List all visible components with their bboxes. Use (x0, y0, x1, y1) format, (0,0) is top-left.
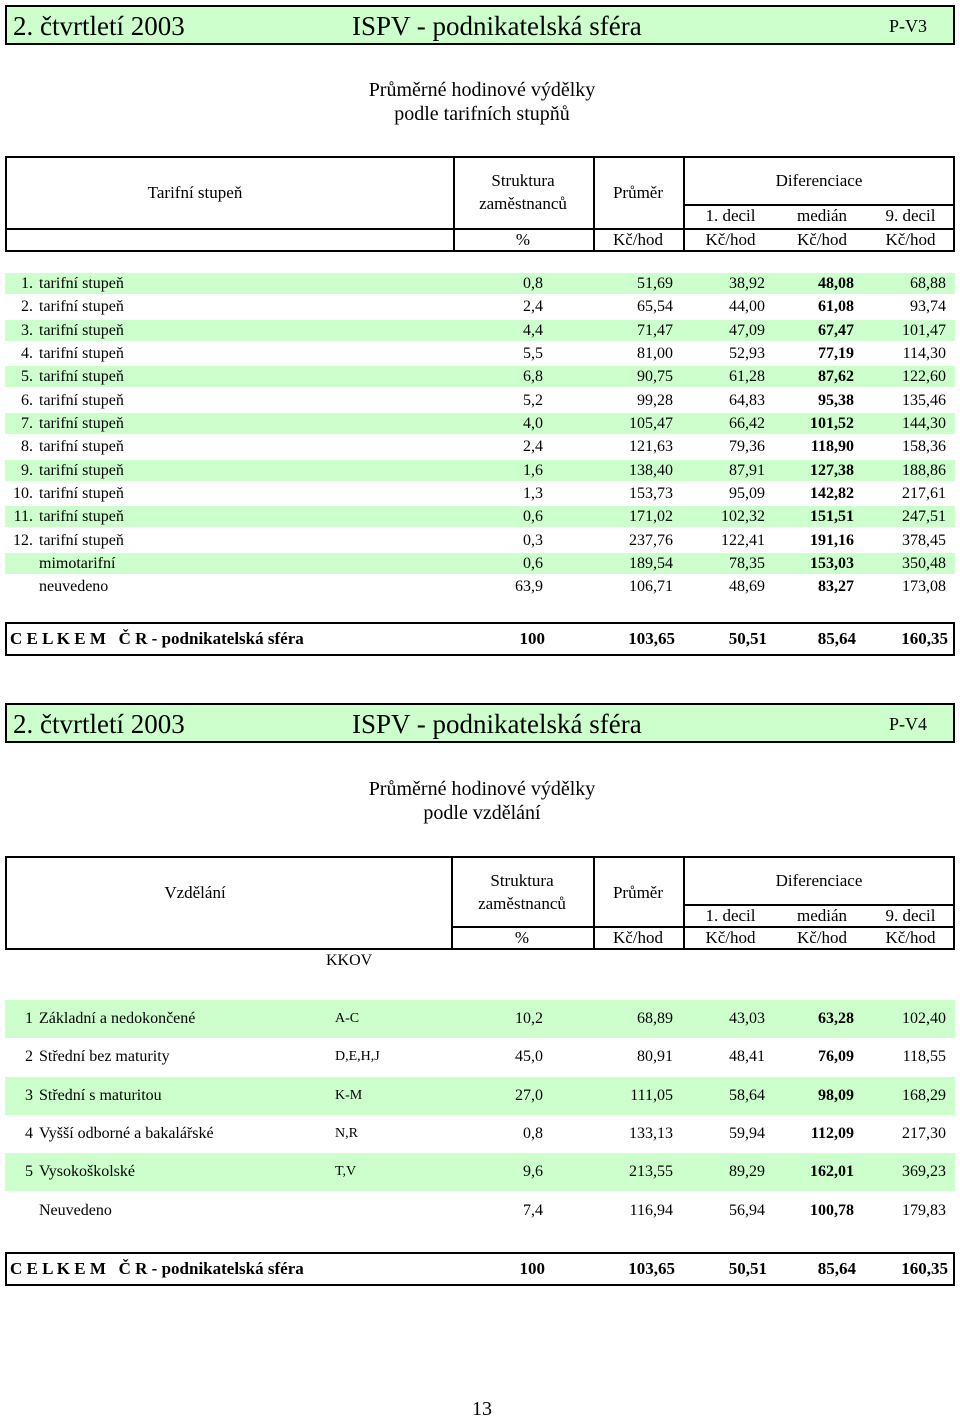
section1-header-bar (5, 5, 955, 45)
row-number: 10. (13, 485, 33, 502)
row-decile1: 48,41 (729, 1048, 765, 1065)
row-decile9: 135,46 (902, 392, 946, 409)
row-average: 116,94 (629, 1202, 673, 1219)
row-median: 153,03 (810, 555, 854, 572)
section1-col-label: Tarifní stupeň (147, 183, 243, 202)
row-average: 171,02 (629, 508, 673, 525)
row-kkov: T,V (335, 1164, 357, 1179)
section2-title-line2: podle vzdělání (423, 802, 541, 824)
row-label: Vysokoškolské (39, 1163, 136, 1180)
row-decile9: 68,88 (910, 275, 946, 292)
row-decile9: 217,61 (902, 485, 946, 502)
row-average: 138,40 (629, 462, 673, 479)
row-decile1: 61,28 (729, 368, 765, 385)
row-average: 111,05 (630, 1087, 673, 1104)
row-median: 101,52 (810, 415, 854, 432)
section1-code: P-V3 (888, 16, 927, 36)
row-decile9: 378,45 (902, 532, 946, 549)
row-number: 9. (21, 462, 33, 479)
row-average: 51,69 (637, 275, 673, 292)
row-decile9: 122,60 (902, 368, 946, 385)
row-pct: 0,6 (523, 555, 543, 572)
row-decile9: 114,30 (902, 345, 946, 362)
row-decile1: 102,32 (721, 508, 765, 525)
table-row (5, 1077, 955, 1115)
table-row (5, 413, 955, 434)
row-pct: 4,4 (523, 322, 543, 339)
row-median: 98,09 (818, 1087, 854, 1104)
row-label: tarifní stupeň (39, 508, 124, 525)
table-row (5, 1192, 955, 1230)
section1-total-avg: 103,65 (628, 629, 675, 648)
row-median: 87,62 (818, 368, 854, 385)
row-pct: 0,8 (523, 1125, 543, 1142)
row-average: 90,75 (637, 368, 673, 385)
row-number: 8. (21, 438, 33, 455)
row-number: 4 (25, 1125, 33, 1142)
row-median: 48,08 (818, 275, 854, 292)
section2-quarter: 2. čtvrtletí 2003 (13, 709, 185, 739)
row-decile1: 44,00 (729, 298, 765, 315)
row-average: 121,63 (629, 438, 673, 455)
row-label: tarifní stupeň (39, 298, 124, 315)
row-decile1: 64,83 (729, 392, 765, 409)
row-pct: 27,0 (515, 1087, 543, 1104)
row-number: 3. (21, 322, 33, 339)
row-average: 106,71 (629, 578, 673, 595)
section2-unit-d9: Kč/hod (885, 928, 936, 947)
row-number: 1 (25, 1010, 33, 1027)
row-number: 11. (13, 508, 33, 525)
section1-differentiation-header: Diferenciace (775, 171, 863, 190)
row-decile1: 95,09 (729, 485, 765, 502)
row-label: tarifní stupeň (39, 462, 124, 479)
row-label: tarifní stupeň (39, 275, 124, 292)
row-decile1: 78,35 (729, 555, 765, 572)
section1-median-header: medián (796, 206, 848, 225)
table-row (5, 460, 955, 481)
section1-total-d9: 160,35 (901, 629, 948, 648)
section1-unit-avg: Kč/hod (612, 230, 664, 249)
row-average: 71,47 (637, 322, 673, 339)
section1-table-header (5, 156, 955, 252)
row-label: neuvedeno (39, 578, 109, 595)
table-row (5, 576, 955, 597)
section1-unit-d9: Kč/hod (885, 230, 936, 249)
row-pct: 63,9 (515, 578, 543, 595)
row-pct: 1,3 (523, 485, 543, 502)
row-decile9: 369,23 (902, 1163, 946, 1180)
row-median: 61,08 (818, 298, 854, 315)
row-decile1: 38,92 (729, 275, 765, 292)
section2-total-label: C E L K E M Č R - podnikatelská sféra (10, 1259, 304, 1278)
table-row (5, 483, 955, 504)
section1-decile1-header: 1. decil (705, 206, 756, 225)
row-decile1: 58,64 (729, 1087, 765, 1104)
row-average: 189,54 (629, 555, 673, 572)
section2-structure-line2: zaměstnanců (478, 894, 566, 913)
section1-title-line2: podle tarifních stupňů (394, 103, 570, 125)
row-pct: 1,6 (523, 462, 543, 479)
row-decile1: 52,93 (729, 345, 765, 362)
row-decile1: 48,69 (729, 578, 765, 595)
row-label: tarifní stupeň (39, 532, 124, 549)
row-decile1: 59,94 (729, 1125, 765, 1142)
row-label: tarifní stupeň (39, 485, 124, 502)
row-pct: 10,2 (515, 1010, 543, 1027)
row-median: 63,28 (818, 1010, 854, 1027)
row-kkov: N,R (335, 1126, 358, 1141)
section2-total-row (5, 1252, 955, 1286)
row-number: 5 (25, 1163, 33, 1180)
section2-kkov-header: KKOV (326, 952, 373, 969)
page-number: 13 (472, 1398, 492, 1420)
table-row (5, 1115, 955, 1153)
row-average: 65,54 (637, 298, 673, 315)
section1-total-d1: 50,51 (728, 629, 767, 648)
table-row (5, 1153, 955, 1191)
row-decile9: 173,08 (902, 578, 946, 595)
row-decile1: 122,41 (721, 532, 765, 549)
section1-survey-title: ISPV - podnikatelská sféra (352, 11, 642, 41)
row-decile9: 188,86 (902, 462, 946, 479)
row-pct: 6,8 (523, 368, 543, 385)
section1-decile9-header: 9. decil (885, 206, 936, 225)
row-label: tarifní stupeň (39, 322, 124, 339)
section2-decile1-header: 1. decil (705, 906, 756, 925)
row-median: 67,47 (818, 322, 854, 339)
section1-structure-line2: zaměstnanců (479, 194, 567, 213)
section2-unit-avg: Kč/hod (612, 928, 664, 947)
row-label: tarifní stupeň (39, 438, 124, 455)
section1-structure-line1: Struktura (491, 171, 555, 190)
row-median: 191,16 (810, 532, 854, 549)
row-number: 5. (21, 368, 33, 385)
row-number: 2. (21, 298, 33, 315)
row-pct: 4,0 (523, 415, 543, 432)
section2-total-d9: 160,35 (901, 1259, 948, 1278)
row-median: 83,27 (818, 578, 854, 595)
row-median: 151,51 (810, 508, 854, 525)
row-decile9: 118,55 (902, 1048, 946, 1065)
row-average: 81,00 (637, 345, 673, 362)
row-decile1: 56,94 (729, 1202, 765, 1219)
row-pct: 5,5 (523, 345, 543, 362)
table-row (5, 436, 955, 457)
section2-differentiation-header: Diferenciace (775, 871, 863, 890)
section2-unit-med: Kč/hod (796, 928, 848, 947)
row-average: 105,47 (629, 415, 673, 432)
section1-total-pct: 100 (519, 629, 545, 648)
row-pct: 2,4 (523, 298, 543, 315)
row-label: Střední s maturitou (39, 1087, 162, 1104)
section2-unit-d1: Kč/hod (705, 928, 756, 947)
row-median: 112,09 (810, 1125, 854, 1142)
row-pct: 0,6 (523, 508, 543, 525)
table-row (5, 530, 955, 551)
section1-unit-med: Kč/hod (796, 230, 848, 249)
row-pct: 45,0 (515, 1048, 543, 1065)
row-pct: 2,4 (523, 438, 543, 455)
row-decile1: 66,42 (729, 415, 765, 432)
section2-total-med: 85,64 (817, 1259, 856, 1278)
row-pct: 0,8 (523, 275, 543, 292)
row-average: 99,28 (637, 392, 673, 409)
section2-table-header (5, 856, 955, 950)
row-median: 76,09 (818, 1048, 854, 1065)
table-row (5, 1038, 955, 1076)
section1-quarter: 2. čtvrtletí 2003 (13, 11, 185, 41)
row-kkov: A-C (335, 1011, 360, 1026)
section1-total-med: 85,64 (817, 629, 856, 648)
row-number: 12. (13, 532, 33, 549)
row-decile1: 89,29 (729, 1163, 765, 1180)
section1-total-row (5, 622, 955, 656)
section2-header-bar (5, 703, 955, 743)
row-label: tarifní stupeň (39, 415, 124, 432)
table-row (5, 390, 955, 411)
row-pct: 5,2 (523, 392, 543, 409)
row-pct: 9,6 (523, 1163, 543, 1180)
row-decile1: 79,36 (729, 438, 765, 455)
row-label: tarifní stupeň (39, 345, 124, 362)
row-pct: 0,3 (523, 532, 543, 549)
row-decile9: 158,36 (902, 438, 946, 455)
table-row (5, 296, 955, 317)
row-number: 2 (25, 1048, 33, 1065)
row-decile9: 168,29 (902, 1087, 946, 1104)
row-label: Neuvedeno (39, 1202, 112, 1219)
row-label: Vyšší odborné a bakalářské (39, 1125, 214, 1142)
row-decile9: 217,30 (902, 1125, 946, 1142)
row-number: 6. (21, 392, 33, 409)
section2-title-line1: Průměrné hodinové výdělky (368, 778, 596, 800)
row-decile1: 43,03 (729, 1010, 765, 1027)
section2-total-avg: 103,65 (628, 1259, 675, 1278)
section2-structure-line1: Struktura (490, 871, 554, 890)
row-decile9: 350,48 (902, 555, 946, 572)
row-median: 100,78 (810, 1202, 854, 1219)
row-label: tarifní stupeň (39, 368, 124, 385)
row-label: Střední bez maturity (39, 1048, 170, 1065)
row-kkov: K-M (335, 1088, 363, 1103)
row-decile9: 102,40 (902, 1010, 946, 1027)
row-median: 162,01 (810, 1163, 854, 1180)
row-average: 80,91 (637, 1048, 673, 1065)
section2-decile9-header: 9. decil (885, 906, 936, 925)
table-row (5, 320, 955, 341)
row-label: Základní a nedokončené (39, 1010, 196, 1027)
row-median: 118,90 (810, 438, 854, 455)
section1-unit-pct: % (515, 230, 531, 249)
row-average: 237,76 (629, 532, 673, 549)
table-row (5, 273, 955, 294)
section2-code: P-V4 (888, 714, 927, 734)
row-average: 153,73 (629, 485, 673, 502)
row-average: 133,13 (629, 1125, 673, 1142)
table-row (5, 1000, 955, 1038)
row-number: 3 (25, 1087, 33, 1104)
row-median: 95,38 (818, 392, 854, 409)
row-median: 77,19 (818, 345, 854, 362)
section2-median-header: medián (796, 906, 848, 925)
row-kkov: D,E,H,J (335, 1049, 380, 1064)
section1-total-label: C E L K E M Č R - podnikatelská sféra (10, 629, 304, 648)
section2-total-pct: 100 (519, 1259, 545, 1278)
row-average: 213,55 (629, 1163, 673, 1180)
row-average: 68,89 (637, 1010, 673, 1027)
row-decile9: 179,83 (902, 1202, 946, 1219)
row-number: 7. (21, 415, 33, 432)
row-decile9: 247,51 (902, 508, 946, 525)
row-median: 127,38 (810, 462, 854, 479)
row-pct: 7,4 (523, 1202, 543, 1219)
row-decile1: 87,91 (729, 462, 765, 479)
row-number: 4. (21, 345, 33, 362)
section2-survey-title: ISPV - podnikatelská sféra (352, 709, 642, 739)
section2-col-label: Vzdělání (164, 883, 226, 902)
row-number: 1. (21, 275, 33, 292)
row-median: 142,82 (810, 485, 854, 502)
table-row (5, 343, 955, 364)
section2-average-header: Průměr (612, 883, 664, 902)
row-decile9: 144,30 (902, 415, 946, 432)
row-label: tarifní stupeň (39, 392, 124, 409)
row-label: mimotarifní (39, 555, 116, 572)
row-decile1: 47,09 (729, 322, 765, 339)
table-row (5, 366, 955, 387)
section2-unit-pct: % (514, 928, 530, 947)
section1-unit-d1: Kč/hod (705, 230, 756, 249)
section1-title-line1: Průměrné hodinové výdělky (368, 79, 596, 101)
section2-total-d1: 50,51 (728, 1259, 767, 1278)
section1-average-header: Průměr (612, 183, 664, 202)
table-row (5, 506, 955, 527)
table-row (5, 553, 955, 574)
row-decile9: 93,74 (910, 298, 946, 315)
row-decile9: 101,47 (902, 322, 946, 339)
